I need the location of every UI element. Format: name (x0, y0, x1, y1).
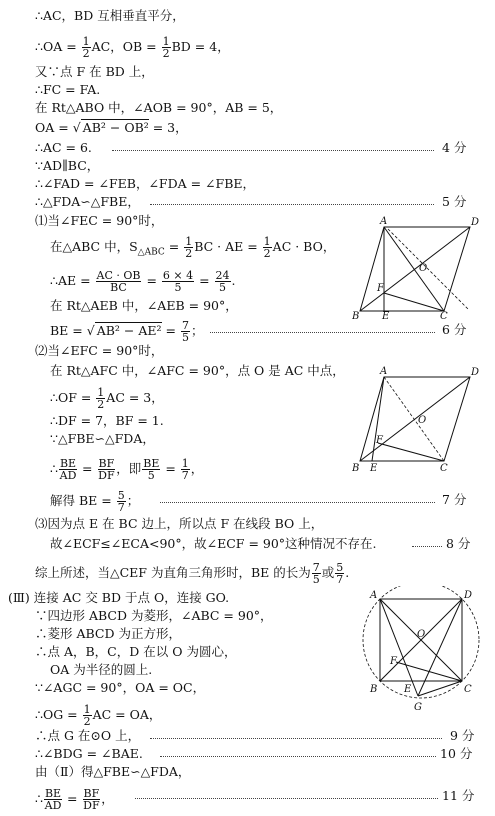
score-8: 8 分 (446, 536, 471, 551)
case-2-rt: 在 Rt△AFC 中，∠AFC = 90°，点 O 是 AC 中点， (50, 363, 345, 378)
label-f: F (377, 283, 384, 294)
diagonal-bd (360, 227, 470, 311)
case-2-heading: ⑵当∠EFC = 90°时， (35, 343, 164, 358)
score-4: 4 分 (442, 140, 467, 155)
case-1-rt: 在 Rt△AEB 中，∠AEB = 90°， (50, 298, 238, 313)
label-f: F (390, 656, 397, 667)
label-e: E (404, 684, 412, 695)
line-1: ∴AC，BD 互相垂直平分， (35, 8, 185, 23)
score-5: 5 分 (442, 194, 467, 209)
case-2-df: ∴DF = 7，BF = 1. (50, 413, 164, 428)
case-1-be: BE = √ AB² − AE² = $\frac{7}{5}$ ； (50, 319, 204, 344)
case-3-conclusion: 故∠ECF≤∠ECA<90°，故∠ECF = 90°这种情况不存在. (50, 536, 377, 551)
label-d: D (471, 217, 480, 228)
figure-case-2 (352, 365, 482, 473)
segment-fc (384, 293, 444, 311)
line-8: ∵AD∥BC， (35, 158, 100, 173)
case-3-heading: ⑶因为点 E 在 BC 边上，所以点 F 在线段 BO 上， (35, 516, 324, 531)
label-e: E (382, 311, 390, 320)
part-3-line-e: ∵∠AGC = 90°，OA = OC， (35, 680, 206, 695)
segment-fc (378, 443, 444, 461)
figure-case-1 (352, 215, 482, 320)
diagonal-bd (360, 377, 470, 461)
part-3-line-b: ∴菱形 ABCD 为正方形， (35, 626, 181, 641)
case-1-ae: ∴AE = $\frac{AC \cdot OB}{BC}$ = $\frac{6 \times 4}{5}$ = $\frac{24}{5}$ . (50, 269, 236, 294)
label-g: G (414, 702, 422, 713)
part-3-line-f: ∴OG = $\frac{1}{2}$ AC = OA， (35, 703, 162, 728)
label-d: D (464, 590, 473, 601)
part-3-line-h: ∴∠BDG = ∠BAE. (35, 746, 143, 761)
label-a: A (380, 366, 388, 377)
score-9: 9 分 (450, 728, 475, 743)
case-2-similar: ∵△FBE∽△FDA， (50, 431, 155, 446)
line-4: ∴FC = FA. (35, 82, 101, 97)
segment-cg (418, 681, 462, 696)
label-d: D (471, 367, 480, 378)
dotted-leader (210, 331, 435, 333)
line-10: ∴△FDA∽△FBE， (35, 194, 140, 209)
part-3-heading: (Ⅲ) 连接 AC 交 BD 于点 O，连接 GO. (8, 590, 230, 605)
part-3-line-c: ∴点 A，B，C，D 在以 O 为圆心， (35, 644, 237, 659)
dotted-leader (135, 797, 438, 799)
part-3-line-d: OA 为半径的圆上. (50, 662, 153, 677)
case-2-of: ∴OF = $\frac{1}{2}$ AC = 3， (50, 386, 164, 411)
dotted-leader (160, 755, 436, 757)
score-7: 7 分 (442, 492, 467, 507)
line-3: 又∵点 F 在 BD 上， (35, 64, 154, 79)
dotted-leader (150, 203, 434, 205)
dotted-leader (160, 501, 435, 503)
label-c: C (440, 463, 448, 473)
label-b: B (370, 684, 378, 695)
label-f: F (376, 435, 383, 446)
label-e: E (370, 463, 378, 473)
line-7: ∴AC = 6. (35, 140, 92, 155)
case-1-area: 在△ABC 中，$S_{\triangle ABC}$ = $\frac{1}{2}$ BC · AE = $\frac{1}{2}$ AC · BO， (50, 235, 336, 260)
part-3-line-a: ∵四边形 ABCD 为菱形，∠ABC = 90°， (35, 608, 273, 623)
part-3-line-g: ∴点 G 在⊙O 上， (35, 728, 141, 743)
diagonal-ac (384, 377, 444, 461)
label-c: C (464, 684, 472, 695)
dotted-leader (112, 149, 434, 151)
score-10: 10 分 (440, 746, 473, 761)
dashed-line (388, 229, 468, 309)
case-2-result: 解得 BE = $\frac{5}{7}$ ； (50, 489, 140, 514)
figure-part-3 (356, 586, 490, 718)
part-3-ratio: ∴ $\frac{BE}{AD}$ = $\frac{BF}{DF}$ ， (35, 787, 114, 812)
dotted-leader (150, 737, 442, 739)
case-1-heading: ⑴当∠FEC = 90°时， (35, 213, 164, 228)
line-9: ∴∠FAD = ∠FEB，∠FDA = ∠FBE， (35, 176, 256, 191)
case-2-ratio: ∴ $\frac{BE}{AD}$ = $\frac{BF}{DF}$ ，即 $\frac{BE}{5}$ = $\frac{1}{7}$ ， (50, 457, 204, 482)
part-3-line-i: 由（Ⅱ）得△FBE∽△FDA， (35, 764, 191, 779)
label-a: A (370, 590, 378, 601)
line-6: OA = √ AB² − OB² = 3， (35, 120, 188, 135)
label-a: A (380, 216, 388, 227)
segment-ae (372, 377, 384, 461)
score-11: 11 分 (442, 788, 475, 803)
line-5: 在 Rt△ABO 中，∠AOB = 90°，AB = 5， (35, 100, 283, 115)
dotted-leader (412, 545, 442, 547)
summary: 综上所述，当△CEF 为直角三角形时，BE 的长为 $\frac{7}{5}$ 或 $\frac{5}{7}$ . (35, 561, 350, 586)
label-o: O (419, 263, 428, 274)
line-2: ∴OA = $\frac{1}{2}$ AC，OB = $\frac{1}{2}$ BD = 4， (35, 35, 230, 60)
diagonal-ac (384, 227, 444, 311)
label-c: C (440, 311, 448, 320)
score-6: 6 分 (442, 322, 467, 337)
label-o: O (418, 415, 427, 426)
label-b: B (352, 311, 360, 320)
label-o: O (417, 629, 426, 640)
label-b: B (352, 463, 360, 473)
